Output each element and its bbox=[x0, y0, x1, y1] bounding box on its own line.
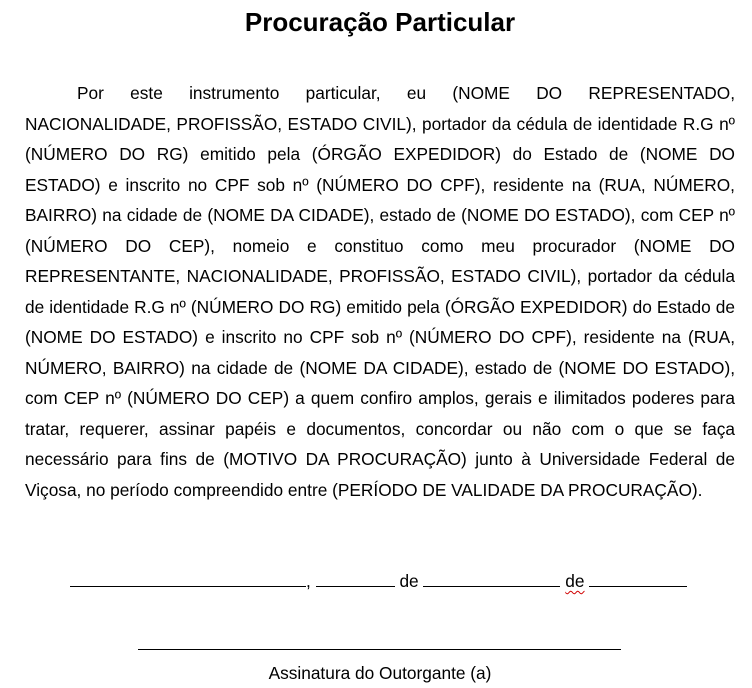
procuration-body-text: Por este instrumento particular, eu (NOME DO REPRESENTADO, NACIONALIDADE, PROFISSÃO, ESTADO CIVIL), portador da cédula de identidade R.G nº (NÚMERO DO RG) emitido pela (ÓRGÃO EXPEDIDOR) do Estado de (NOME DO ESTADO) e inscrito no CPF sob nº (NÚMERO DO CPF), residente na (RUA, NÚMERO, BAIRRO) na cidade de (NOME DA CIDADE), estado de (NOME DO ESTADO), com CEP nº (NÚMERO DO CEP), nomeio e constituo como meu procurador (NOME DO REPRESENTANTE, NACIONALIDADE, PROFISSÃO, ESTADO CIVIL), portador da cédula de identidade R.G nº (NÚMERO DO RG) emitido pela (ÓRGÃO EXPEDIDOR) do Estado de (NOME DO ESTADO) e inscrito no CPF sob nº (NÚMERO DO CPF), residente na (RUA, NÚMERO, BAIRRO) na cidade de (NOME DA CIDADE), estado de (NOME DO ESTADO), com CEP nº (NÚMERO DO CEP) a quem confiro amplos, gerais e ilimitados poderes para tratar, requerer, assinar papéis e documentos, concordar ou não com o que se faça necessário para fins de (MOTIVO DA PROCURAÇÃO) junto à Universidade Federal de Viçosa, no período compreendido entre (PERÍODO DE VALIDADE DA PROCURAÇÃO). bbox=[25, 83, 735, 500]
date-comma: , bbox=[306, 571, 311, 591]
month-blank[interactable] bbox=[423, 572, 560, 587]
day-blank[interactable] bbox=[316, 572, 395, 587]
signature-line[interactable] bbox=[138, 649, 621, 650]
signature-label: Assinatura do Outorgante (a) bbox=[268, 663, 492, 683]
document-title: Procuração Particular bbox=[244, 7, 516, 37]
date-line bbox=[70, 569, 687, 593]
year-blank[interactable] bbox=[589, 572, 687, 587]
date-connector-de-misspelled: de bbox=[565, 571, 585, 591]
place-blank[interactable] bbox=[70, 572, 306, 587]
date-connector-de: de bbox=[399, 571, 419, 591]
